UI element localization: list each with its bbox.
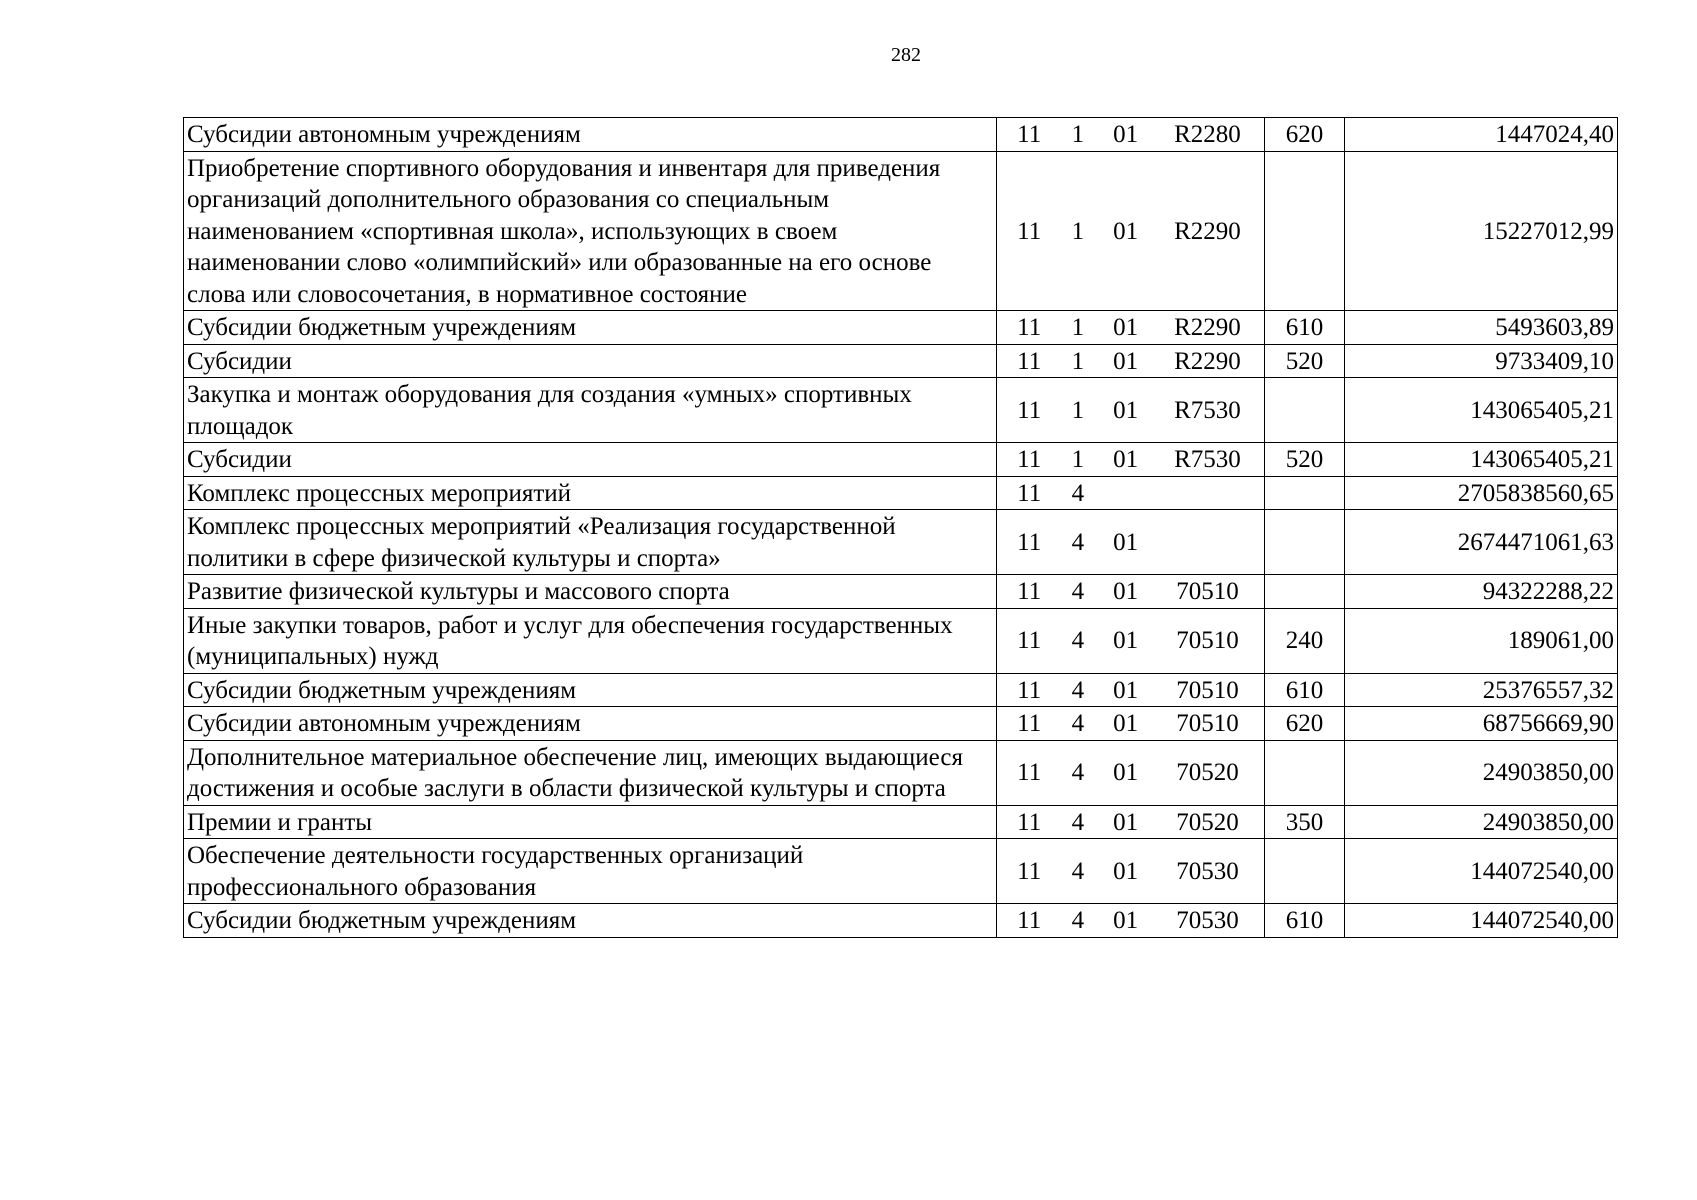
row-amount: 2674471061,63 bbox=[1345, 510, 1618, 575]
row-codes bbox=[997, 673, 1265, 707]
code-subsection: 4 bbox=[1071, 907, 1085, 934]
row-name: Субсидии бюджетным учреждениям bbox=[184, 904, 997, 938]
row-amount: 24903850,00 bbox=[1345, 805, 1618, 839]
code-section: 11 bbox=[1017, 217, 1042, 245]
table-row bbox=[184, 608, 1618, 673]
row-amount: 24903850,00 bbox=[1345, 740, 1618, 805]
code-subsection: 4 bbox=[1071, 676, 1085, 704]
row-codes bbox=[997, 608, 1265, 673]
table-row bbox=[184, 805, 1618, 839]
code-direction: 70520 bbox=[1176, 808, 1239, 836]
code-direction: R2290 bbox=[1174, 217, 1241, 245]
code-section: 11 bbox=[1017, 314, 1042, 341]
code-direction: 70530 bbox=[1176, 907, 1239, 934]
code-subsection: 4 bbox=[1071, 710, 1085, 737]
budget-table bbox=[183, 117, 1618, 938]
row-name: Субсидии bbox=[184, 443, 997, 477]
table-row bbox=[184, 476, 1618, 510]
code-subsection: 4 bbox=[1071, 479, 1085, 507]
code-direction: 70510 bbox=[1176, 627, 1239, 655]
row-expense-type: 620 bbox=[1265, 118, 1345, 152]
row-codes bbox=[997, 839, 1265, 904]
code-section: 11 bbox=[1017, 710, 1042, 737]
code-subsection: 1 bbox=[1071, 121, 1085, 148]
table-row bbox=[184, 344, 1618, 378]
row-name: Комплекс процессных мероприятий «Реализация государственной политики в сфере физической культуры и спорта» bbox=[184, 510, 997, 575]
code-direction: 70530 bbox=[1176, 857, 1239, 885]
row-name: Иные закупки товаров, работ и услуг для обеспечения государственных (муниципальных) нужд bbox=[184, 608, 997, 673]
row-amount: 2705838560,65 bbox=[1345, 476, 1618, 510]
code-direction: R2290 bbox=[1174, 314, 1241, 341]
row-amount: 143065405,21 bbox=[1345, 378, 1618, 443]
code-section: 11 bbox=[1017, 676, 1042, 704]
row-amount: 15227012,99 bbox=[1345, 151, 1618, 311]
code-program: 01 bbox=[1113, 759, 1139, 787]
row-expense-type bbox=[1265, 378, 1345, 443]
code-subsection: 1 bbox=[1071, 396, 1085, 424]
code-section: 11 bbox=[1017, 578, 1042, 605]
code-subsection: 4 bbox=[1071, 528, 1085, 556]
table-row bbox=[184, 575, 1618, 609]
row-expense-type bbox=[1265, 476, 1345, 510]
code-section: 11 bbox=[1017, 347, 1042, 375]
code-direction: 70510 bbox=[1176, 710, 1239, 737]
row-amount: 144072540,00 bbox=[1345, 839, 1618, 904]
row-name: Субсидии автономным учреждениям bbox=[184, 118, 997, 152]
row-amount: 9733409,10 bbox=[1345, 344, 1618, 378]
code-program: 01 bbox=[1113, 217, 1139, 245]
row-expense-type: 520 bbox=[1265, 443, 1345, 477]
row-name: Премии и гранты bbox=[184, 805, 997, 839]
row-codes bbox=[997, 575, 1265, 609]
row-expense-type bbox=[1265, 510, 1345, 575]
code-subsection: 1 bbox=[1071, 347, 1085, 375]
row-expense-type: 610 bbox=[1265, 673, 1345, 707]
table-row bbox=[184, 151, 1618, 311]
row-amount: 5493603,89 bbox=[1345, 311, 1618, 345]
code-section: 11 bbox=[1017, 121, 1042, 148]
row-name: Субсидии автономным учреждениям bbox=[184, 707, 997, 741]
code-program: 01 bbox=[1113, 710, 1139, 737]
code-program: 01 bbox=[1113, 121, 1139, 148]
code-program: 01 bbox=[1113, 857, 1139, 885]
row-codes bbox=[997, 904, 1265, 938]
table-row bbox=[184, 311, 1618, 345]
code-program: 01 bbox=[1113, 347, 1139, 375]
row-name: Обеспечение деятельности государственных организаций профессионального образования bbox=[184, 839, 997, 904]
code-subsection: 4 bbox=[1071, 578, 1085, 605]
code-subsection: 1 bbox=[1071, 314, 1085, 341]
table-row bbox=[184, 839, 1618, 904]
row-amount: 143065405,21 bbox=[1345, 443, 1618, 477]
row-name: Приобретение спортивного оборудования и инвентаря для приведения организаций дополнительного образования со специальным наименованием «спортивная школа», использующих в своем наименовании слово «олимпийский» или образованные на его основе слова или словосочетания, в нормативное состояние bbox=[184, 151, 997, 311]
code-direction: R2290 bbox=[1174, 347, 1241, 375]
row-name: Субсидии бюджетным учреждениям bbox=[184, 311, 997, 345]
code-section: 11 bbox=[1017, 627, 1042, 655]
code-direction: 70510 bbox=[1176, 578, 1239, 605]
code-program: 01 bbox=[1113, 314, 1139, 341]
row-amount: 1447024,40 bbox=[1345, 118, 1618, 152]
budget-table-body bbox=[184, 118, 1618, 938]
row-expense-type: 620 bbox=[1265, 707, 1345, 741]
code-subsection: 1 bbox=[1071, 217, 1085, 245]
code-program: 01 bbox=[1113, 627, 1139, 655]
row-codes bbox=[997, 311, 1265, 345]
code-section: 11 bbox=[1017, 528, 1042, 556]
row-expense-type: 240 bbox=[1265, 608, 1345, 673]
row-codes bbox=[997, 443, 1265, 477]
table-row bbox=[184, 707, 1618, 741]
code-section: 11 bbox=[1017, 446, 1042, 473]
code-subsection: 1 bbox=[1071, 446, 1085, 473]
code-program: 01 bbox=[1113, 396, 1139, 424]
code-direction: R2280 bbox=[1174, 121, 1241, 148]
row-codes bbox=[997, 118, 1265, 152]
code-section: 11 bbox=[1017, 857, 1042, 885]
row-expense-type bbox=[1265, 740, 1345, 805]
code-program: 01 bbox=[1113, 676, 1139, 704]
row-name: Дополнительное материальное обеспечение лиц, имеющих выдающиеся достижения и особые заслуги в области физической культуры и спорта bbox=[184, 740, 997, 805]
code-direction: 70510 bbox=[1176, 676, 1239, 704]
row-codes bbox=[997, 151, 1265, 311]
code-subsection: 4 bbox=[1071, 857, 1085, 885]
row-expense-type: 610 bbox=[1265, 311, 1345, 345]
row-expense-type bbox=[1265, 575, 1345, 609]
table-row bbox=[184, 673, 1618, 707]
row-name: Субсидии бюджетным учреждениям bbox=[184, 673, 997, 707]
row-name: Комплекс процессных мероприятий bbox=[184, 476, 997, 510]
code-direction: R7530 bbox=[1174, 396, 1241, 424]
table-row bbox=[184, 904, 1618, 938]
code-section: 11 bbox=[1017, 759, 1042, 787]
row-name: Развитие физической культуры и массового спорта bbox=[184, 575, 997, 609]
code-direction: 70520 bbox=[1176, 759, 1239, 787]
row-codes bbox=[997, 476, 1265, 510]
code-subsection: 4 bbox=[1071, 627, 1085, 655]
row-amount: 189061,00 bbox=[1345, 608, 1618, 673]
table-row bbox=[184, 443, 1618, 477]
code-program: 01 bbox=[1113, 907, 1139, 934]
code-program: 01 bbox=[1113, 528, 1139, 556]
page-number: 282 bbox=[891, 44, 921, 66]
row-expense-type: 610 bbox=[1265, 904, 1345, 938]
row-codes bbox=[997, 740, 1265, 805]
row-codes bbox=[997, 344, 1265, 378]
row-expense-type: 350 bbox=[1265, 805, 1345, 839]
row-expense-type: 520 bbox=[1265, 344, 1345, 378]
code-section: 11 bbox=[1017, 808, 1042, 836]
code-program: 01 bbox=[1113, 808, 1139, 836]
row-codes bbox=[997, 707, 1265, 741]
row-name: Субсидии bbox=[184, 344, 997, 378]
code-section: 11 bbox=[1017, 479, 1042, 507]
code-subsection: 4 bbox=[1071, 808, 1085, 836]
code-direction: R7530 bbox=[1174, 446, 1241, 473]
code-program: 01 bbox=[1113, 578, 1139, 605]
code-program: 01 bbox=[1113, 446, 1139, 473]
row-expense-type bbox=[1265, 151, 1345, 311]
table-row bbox=[184, 510, 1618, 575]
table-row bbox=[184, 118, 1618, 152]
code-subsection: 4 bbox=[1071, 759, 1085, 787]
code-section: 11 bbox=[1017, 907, 1042, 934]
code-section: 11 bbox=[1017, 396, 1042, 424]
row-codes bbox=[997, 378, 1265, 443]
row-amount: 68756669,90 bbox=[1345, 707, 1618, 741]
row-amount: 144072540,00 bbox=[1345, 904, 1618, 938]
row-amount: 25376557,32 bbox=[1345, 673, 1618, 707]
row-codes bbox=[997, 805, 1265, 839]
row-codes bbox=[997, 510, 1265, 575]
table-row bbox=[184, 378, 1618, 443]
row-expense-type bbox=[1265, 839, 1345, 904]
row-amount: 94322288,22 bbox=[1345, 575, 1618, 609]
table-row bbox=[184, 740, 1618, 805]
row-name: Закупка и монтаж оборудования для создания «умных» спортивных площадок bbox=[184, 378, 997, 443]
